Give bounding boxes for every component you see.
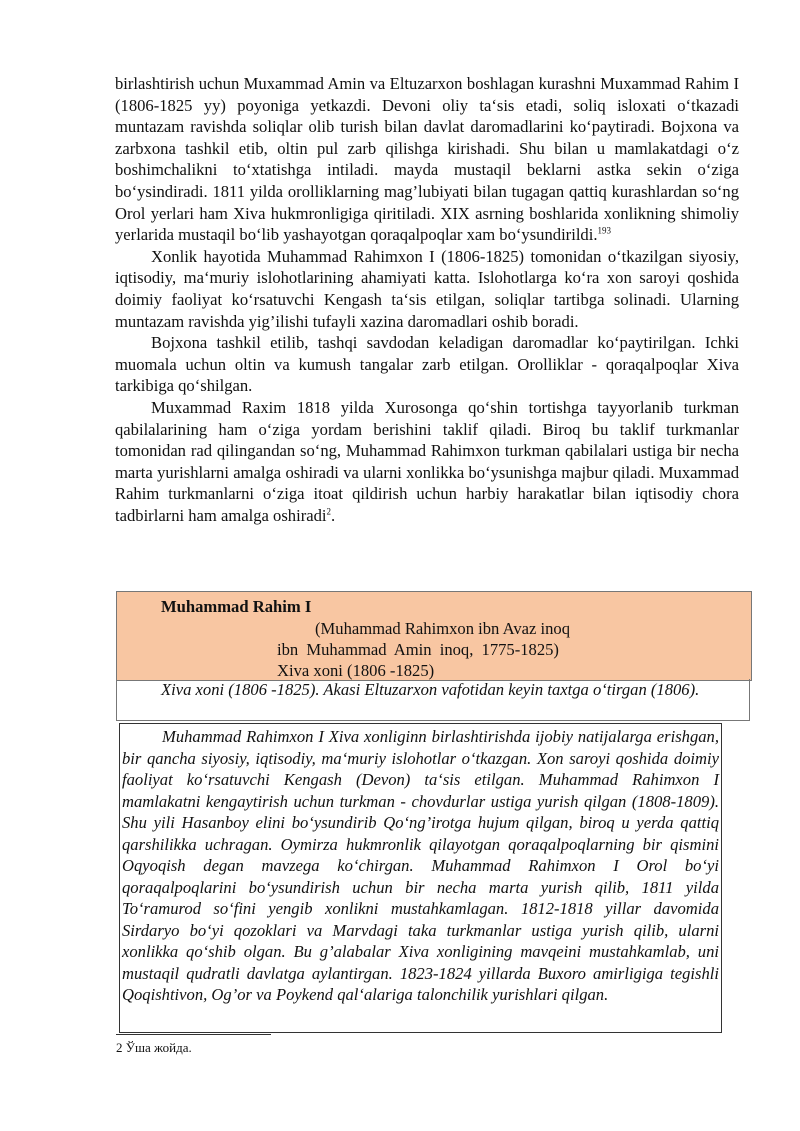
ruler-name: Muhammad Rahim I	[161, 597, 312, 616]
ruler-fullname-line1: (Muhammad Rahimxon ibn Avaz inoq	[315, 619, 571, 638]
paragraph-1	[115, 73, 739, 246]
paragraph-4	[115, 397, 739, 527]
body-text	[115, 73, 739, 526]
ruler-description-frame	[119, 723, 722, 1033]
paragraph-1-text: birlashtirish uchun Muxammad Amin va Eltuzarxon boshlagan kurashni Muxammad Rahim I (1806-1825 yy) poyoniga yetkazdi. Devoni oliy ta‘sis etadi, soliq isloxati o‘tkazadi muntazam ravishda soliqlar olib turish bilan davlat daromadlarini ko‘paytiradi. Bojxona va zarbxona tashkil etib, oltin pul zarb qilishga kirishadi. Shu bilan u mamlakatdagi o‘z boshimchalikni to‘xtatishga intiladi. mayda mustaqil beklarni astka sekin o‘ziga bo‘ysindiradi. 1811 yilda orolliklarning mag’lubiyati bilan tugagan qattiq kurashlardan so‘ng Orol yerlari ham Xiva hukmronligiga qiritiladi. XIX asrning boshlarida xonlikning shimoliy yerlarida mustaqil bo‘lib yashayotgan qoraqalpoqlar xam bo‘ysundirildi.	[115, 74, 739, 245]
ruler-title: Xiva xoni (1806 -1825)	[277, 661, 435, 680]
paragraph-4-end: .	[331, 505, 336, 525]
paragraph-2: Xonlik hayotida Muhammad Rahimxon I (1806-1825) tomonidan o‘tkazilgan siyosiy, iqtisodiy, ma‘muriy islohotlarining ahamiyati katta. Islohotlarga ko‘ra xon saroyi qoshida doimiy faoliyat ko‘rsatuvchi Kengash ta‘sis etilgan, soliqlar tartibga solinadi. Ularning muntazam ravishda yig’ilishi tufayli xazina daromadlari oshib boradi.	[115, 246, 739, 331]
footnote: 2 Ўша жойда.	[116, 1040, 192, 1055]
footnote-ref-193: 193	[597, 225, 611, 236]
footnote-ref-2: 2	[326, 506, 331, 517]
paragraph-4-text: Muxammad Raxim 1818 yilda Xurosonga qo‘shin tortishga tayyorlanib turkman qabilalarining ham o‘ziga yordam berishini taklif qiladi. Biroq bu taklif turkmanlar tomonidan rad qilingandan so‘ng, Muhammad Rahimxon turkman qabilalari ustiga bir necha marta yurishlarni amalga oshiradi va ularni xonlikka bo‘ysunishga majbur qiladi. Muxammad Rahim turkmanlarni o‘ziga itoat qildirish uchun harbiy harakatlar bilan iqtisodiy chora tadbirlarni ham amalga oshiradi	[115, 397, 739, 525]
ruler-info-box	[116, 591, 752, 681]
ruler-subnote-text: Xiva xoni (1806 -1825). Akasi Eltuzarxon vafotidan keyin taxtga o‘tirgan (1806).	[161, 680, 700, 699]
footnote-separator	[116, 1034, 271, 1035]
ruler-subnote	[116, 679, 750, 721]
ruler-description-text: Muhammad Rahimxon I Xiva xonliginn birlashtirishda ijobiy natijalarga erishgan, bir qancha siyosiy, iqtisodiy, ma‘muriy islohotlar o‘tkazgan. Xon saroyi qoshida doimiy faoliyat ko‘rsatuvchi Kengash (Devon) ta‘sis etilgan. Muhammad Rahimxon I mamlakatni kengaytirish uchun turkman - chovdurlar ustiga yurish qilgan (1808-1809). Shu yili Hasanboy elini bo‘ysundirib Qo‘ng’irotga hujum qilgan, biroq u yerda qattiq qarshilikka uchragan. Oymirza hukmronlik qilayotgan qoraqalpoqlarning bir qismini Oqyoqish degan mavzega ko‘chirgan. Muhammad Rahimxon I Orol bo‘yi qoraqalpoqlarini bo‘ysundirish uchun bir necha marta yurish qilib, 1811 yilda To‘ramurod so‘fini yengib xonlikni mustahkamlagan. 1812-1818 yillar davomida Sirdaryo bo‘yi qozoklari va Marvdagi taka turkmanlar ustiga yurish qilib, ularni xonlikka qo‘shib olgan. Bu g’alabalar Xiva xonligining mavqeini mustahkamlab, uni mustaqil qudratli davlatga aylantirgan. 1823-1824 yillarda Buxoro amirligiga tegishli Qoqishtivon, Og’or va Poykend qal‘alariga talonchilik yurishlari qilgan.	[122, 727, 719, 1004]
paragraph-3: Bojxona tashkil etilib, tashqi savdodan keladigan daromadlar ko‘paytirilgan. Ichki muomala uchun oltin va kumush tangalar zarb etilgan. Orolliklar - qoraqalpoqlar Xiva tarkibiga qo‘shilgan.	[115, 333, 739, 396]
ruler-fullname-line2: ibn Muhammad Amin inoq, 1775-1825)	[277, 640, 559, 659]
